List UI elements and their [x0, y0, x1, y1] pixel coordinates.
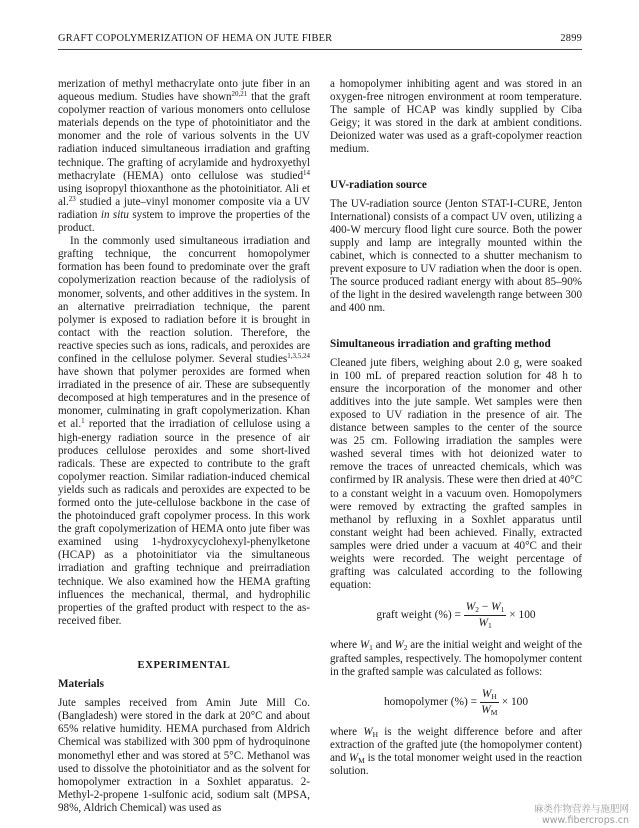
header-rule: [58, 49, 582, 50]
right-paragraph-1: a homopolymer inhibiting agent and was stored in an oxygen-free nitrogen environment at room temperature. The sample of HCAP was kindly supplied by Ciba Geigy; it was stored in the dark at ambient conditions. Deionized water was used as a graft-copolymer reaction medium.: [330, 78, 582, 156]
running-head: [58, 33, 582, 44]
right-paragraph-4: where $W_1$ and $W_2$ are the initial weight and weight of the grafted samples, respectively. The homopolymer content in the grafted sample was calculated as follows:: [330, 639, 582, 678]
left-paragraph-2: In the commonly used simultaneous irradiation and grafting technique, the concurrent homopolymer formation has been found to predominate over the graft copolymerization reaction because of the radiolysis of monomer, solvents, and other additives in the system. In an alternative preirradiation technique, the parent polymer is exposed to radiation before it is brought in contact with the reaction solution. Therefore, the reactive species such as ions, radicals, and peroxides are confined in the cellulose polymer. Several studies$^{1,3,5,24}$ have shown that polymer peroxides are formed when irradiated in the presence of air. These are subsequently decomposed at high temperatures and in the presence of monomer, culminating in graft copolymerization. Khan et al.$^1$ reported that the irradiation of cellulose using a high-energy radiation source in the presence of air produces cellulose peroxides and some short-lived radicals. These are expected to contribute to the graft copolymer reaction. Similar radiation-induced chemical yields such as radicals and peroxides are expected to be formed onto the jute-cellulose backbone in the case of the photoinduced graft copolymer process. In this work the graft copolymerization of HEMA onto jute fiber was examined using 1-hydroxycyclohexyl-phenylketone (HCAP) as a photoinitiator via the simultaneous irradiation and grafting technique and preirradiation technique. We also examined how the HEMA grafting influences the mechanical, thermal, and hydrophilic properties of the grafted product with respect to the as-received fiber.: [58, 235, 310, 627]
experimental-heading: EXPERIMENTAL: [137, 659, 231, 671]
materials-heading: Materials: [58, 678, 104, 691]
page-number: 2899: [560, 33, 582, 44]
site-watermark: 麻类作物营养与施肥网 www.fibercrops.cn: [533, 804, 629, 826]
right-paragraph-5: where $W_H$ is the weight difference before and after extraction of the grafted jute (the homopolymer content) and $W_M$ is the total monomer weight used in the reaction solution.: [330, 725, 583, 778]
simultaneous-heading: Simultaneous irradiation and grafting method: [330, 337, 551, 350]
uv-heading: UV-radiation source: [330, 178, 427, 191]
right-column: [330, 78, 582, 778]
graft-weight-equation: graft weight (%) = $\frac{W_2 - W_1}{W_1}$ × 100: [376, 601, 536, 631]
homopolymer-equation: homopolymer (%) = $\frac{W_H}{W_M}$ × 100: [383, 687, 529, 717]
left-paragraph-1: merization of methyl methacrylate onto jute fiber in an aqueous medium. Studies have shown$^{20,21}$ that the graft copolymer reaction of various monomers onto cellulose materials depends on the type of photoinitiator and the monomer and the role of various solvents in the UV radiation induced simultaneous irradiation and grafting technique. The grafting of acrylamide and hydroxyethyl methacrylate (HEMA) onto cellulose was studied$^{14}$ using isopropyl thioxanthone as the photoinitiator. Ali et al.$^{23}$ studied a jute–vinyl monomer composite via a UV radiation in situ system to improve the properties of the product.: [58, 78, 310, 235]
running-title: GRAFT COPOLYMERIZATION OF HEMA ON JUTE FIBER: [58, 33, 333, 44]
right-paragraph-3: Cleaned jute fibers, weighing about 2.0 g, were soaked in 100 mL of prepared reaction solution for 48 h to ensure the incorporation of the monomer and other additives into the jute sample. Wet samples were then exposed to UV radiation in the presence of air. The distance between samples to the center of the source was 25 cm. Following irradiation the samples were washed several times with hot deionized water to remove the traces of unreacted chemicals, which was confirmed by IR analysis. These were then dried at 40°C to a constant weight in a vacuum oven. Homopolymers were removed by extracting the grafted samples in methanol by refluxing in a Soxhlet apparatus until constant weight had been achieved. Finally, extracted samples were dried under a vacuum at 40°C and their weights were recorded. The weight percentage of grafting was calculated according to the following equation:: [330, 356, 582, 592]
left-paragraph-3: Jute samples received from Amin Jute Mill Co. (Bangladesh) were stored in the dark at 20°C and about 65% relative humidity. HEMA purchased from Aldrich Chemical was stabilized with 300 ppm of hydroquinone monomethyl ether and was stored at 5°C. Methanol was used to dissolve the photoinitiator and as the solvent for homopolymer extraction in a Soxhlet apparatus. 2-Methyl-2-propene 1-sulfonic acid, sodium salt (MPSA, 98%, Aldrich Chemical) was used as: [58, 697, 310, 814]
right-paragraph-2: The UV-radiation source (Jenton STAT-I-CURE, Jenton International) consists of a compact UV oven, utilizing a 400-W mercury flood light cure source. Both the power supply and lamp are integrally mounted within the cabinet, which is connected to a shutter mechanism to prevent exposure to UV radiation when the door is open. The source produced radiant energy with about 85–90% of the light in the desired wavelength range between 300 and 400 nm.: [330, 197, 582, 315]
left-column: [58, 78, 310, 815]
